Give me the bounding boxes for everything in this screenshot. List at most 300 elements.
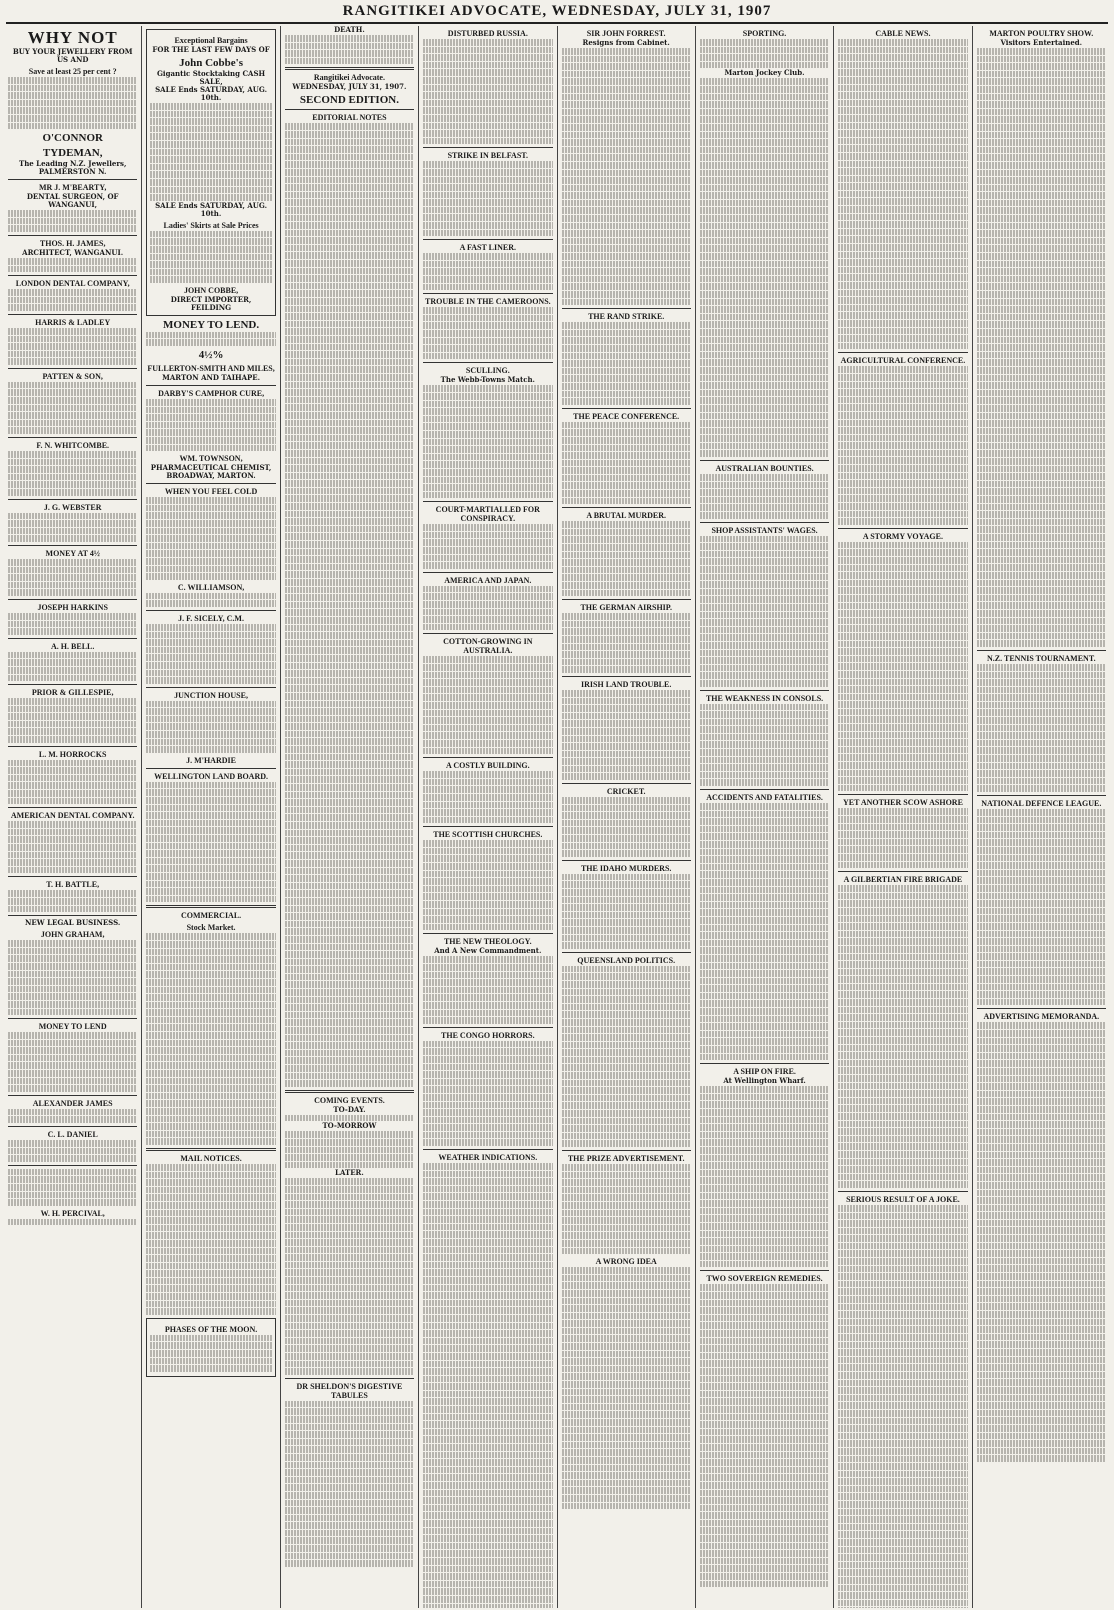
- article-body-text: [700, 803, 829, 1060]
- text-line: [700, 1109, 829, 1116]
- text-line: [285, 1065, 414, 1072]
- text-line: [838, 1060, 967, 1067]
- text-line: [562, 1210, 691, 1217]
- text-line: [562, 1290, 691, 1297]
- cobbe-gigantic: Gigantic Stocktaking CASH SALE,: [156, 69, 266, 86]
- text-line: [562, 147, 691, 154]
- text-line: [150, 1358, 271, 1365]
- text-line: [838, 1037, 967, 1044]
- text-line: [285, 1004, 414, 1011]
- text-line: [562, 1202, 691, 1209]
- text-line: [285, 123, 414, 130]
- text-line: [423, 115, 552, 122]
- text-line: [562, 109, 691, 116]
- text-line: [562, 116, 691, 123]
- text-line: [423, 1482, 552, 1489]
- text-line: [285, 35, 414, 42]
- text-line: [838, 1052, 967, 1059]
- article-body-text: [562, 874, 691, 949]
- text-line: [838, 176, 967, 183]
- text-line: [146, 670, 275, 677]
- divider: [8, 807, 137, 808]
- text-line: [562, 720, 691, 727]
- text-line: [285, 1019, 414, 1026]
- text-line: [562, 1358, 691, 1365]
- text-line: [423, 802, 552, 809]
- text-line: [8, 1116, 137, 1123]
- text-line: [423, 532, 552, 539]
- cobbe-name: John Cobbe's: [179, 57, 243, 69]
- ad-feel-cold: WHEN YOU FEEL COLD: [164, 487, 258, 497]
- text-line: [285, 169, 414, 176]
- text-line: [8, 728, 137, 735]
- text-line: [146, 505, 275, 512]
- text-line: [977, 672, 1106, 679]
- wharf-heading: At Wellington Wharf.: [723, 1076, 806, 1086]
- ad-legal-business: NEW LEGAL BUSINESS.: [25, 918, 121, 928]
- text-line: [562, 613, 691, 620]
- text-line: [285, 192, 414, 199]
- text-line: [700, 1124, 829, 1131]
- text-line: [146, 843, 275, 850]
- text-line: [700, 1031, 829, 1038]
- text-line: [8, 289, 137, 296]
- text-line: [423, 353, 552, 360]
- text-line: [562, 1389, 691, 1396]
- column-4: [419, 26, 557, 1608]
- text-line: [285, 321, 414, 328]
- text-line: [146, 1270, 275, 1277]
- text-line: [423, 1209, 552, 1216]
- divider: [838, 528, 967, 529]
- text-line: [285, 511, 414, 518]
- text-line: [700, 124, 829, 131]
- article-body-text: [8, 698, 137, 743]
- text-line: [562, 383, 691, 390]
- text-line: [146, 949, 275, 956]
- text-line: [285, 959, 414, 966]
- text-line: [146, 422, 275, 429]
- text-line: [838, 236, 967, 243]
- text-line: [423, 1010, 552, 1017]
- text-line: [838, 1478, 967, 1485]
- text-line: [838, 1569, 967, 1576]
- text-line: [700, 779, 829, 786]
- text-line: [285, 609, 414, 616]
- text-line: [285, 366, 414, 373]
- article-body-text: [150, 103, 271, 201]
- text-line: [700, 887, 829, 894]
- text-line: [977, 276, 1106, 283]
- text-line: [285, 1139, 414, 1146]
- divider: [8, 876, 137, 877]
- text-line: [423, 69, 552, 76]
- text-line: [977, 1220, 1106, 1227]
- text-line: [8, 1055, 137, 1062]
- text-line: [146, 399, 275, 406]
- text-line: [285, 1057, 414, 1064]
- text-line: [150, 276, 271, 283]
- text-line: [562, 1102, 691, 1109]
- text-line: [146, 701, 275, 708]
- text-line: [423, 717, 552, 724]
- text-line: [423, 664, 552, 671]
- text-line: [146, 994, 275, 1001]
- text-line: [562, 1019, 691, 1026]
- text-line: [700, 39, 829, 46]
- text-line: [838, 1486, 967, 1493]
- text-line: [977, 694, 1106, 701]
- text-line: [562, 56, 691, 63]
- cobbe-for-days: FOR THE LAST FEW DAYS OF: [152, 45, 270, 54]
- article-body-text: [562, 521, 691, 596]
- article-body-text: [423, 956, 552, 1023]
- text-line: [838, 931, 967, 938]
- text-line: [285, 1492, 414, 1499]
- divider: [8, 235, 137, 236]
- serious-result-heading: SERIOUS RESULT OF A JOKE.: [846, 1194, 960, 1204]
- text-line: [423, 284, 552, 291]
- text-line: [285, 617, 414, 624]
- text-line: [8, 659, 137, 666]
- text-line: [700, 704, 829, 711]
- article-body-text: [8, 559, 137, 596]
- text-line: [285, 1545, 414, 1552]
- text-line: [700, 1565, 829, 1572]
- text-line: [423, 779, 552, 786]
- text-line: [285, 655, 414, 662]
- text-line: [285, 921, 414, 928]
- text-line: [562, 904, 691, 911]
- text-line: [838, 1402, 967, 1409]
- ad-harkins: JOSEPH HARKINS: [37, 602, 108, 612]
- text-line: [700, 54, 829, 61]
- text-line: [423, 916, 552, 923]
- text-line: [285, 154, 414, 161]
- text-line: [562, 1049, 691, 1056]
- text-line: [423, 230, 552, 237]
- text-line: [977, 116, 1106, 123]
- text-line: [146, 964, 275, 971]
- divider: [146, 905, 275, 908]
- divider: [8, 314, 137, 315]
- text-line: [977, 984, 1106, 991]
- text-line: [838, 1067, 967, 1074]
- text-line: [977, 519, 1106, 526]
- ad-whitcombe: F. N. WHITCOMBE.: [36, 441, 110, 451]
- text-line: [285, 374, 414, 381]
- text-line: [977, 1296, 1106, 1303]
- text-line: [285, 1307, 414, 1314]
- text-line: [8, 535, 137, 542]
- column-2: [142, 26, 280, 1608]
- text-line: [8, 859, 137, 866]
- text-line: [977, 1250, 1106, 1257]
- text-line: [423, 454, 552, 461]
- cobbe-ladies: Ladies' Skirts at Sale Prices: [163, 220, 259, 230]
- text-line: [977, 679, 1106, 686]
- article-body-text: [8, 382, 137, 434]
- text-line: [838, 62, 967, 69]
- text-line: [423, 786, 552, 793]
- text-line: [562, 268, 691, 275]
- text-line: [838, 259, 967, 266]
- text-line: [146, 812, 275, 819]
- text-line: [977, 443, 1106, 450]
- text-line: [838, 1029, 967, 1036]
- ad-townson-sub: PHARMACEUTICAL CHEMIST, BROADWAY, MARTON.: [150, 463, 272, 481]
- text-line: [562, 1411, 691, 1418]
- divider: [423, 826, 552, 827]
- text-line: [562, 797, 691, 804]
- text-line: [285, 50, 414, 57]
- text-line: [977, 397, 1106, 404]
- text-line: [146, 873, 275, 880]
- text-line: [838, 610, 967, 617]
- text-line: [8, 92, 137, 99]
- text-line: [700, 1246, 829, 1253]
- text-line: [146, 437, 275, 444]
- text-line: [423, 1109, 552, 1116]
- text-line: [423, 423, 552, 430]
- text-line: [423, 1581, 552, 1588]
- text-line: [700, 1177, 829, 1184]
- text-line: [838, 1516, 967, 1523]
- text-line: [838, 770, 967, 777]
- text-line: [150, 171, 271, 178]
- text-line: [838, 542, 967, 549]
- text-line: [838, 252, 967, 259]
- text-line: [838, 115, 967, 122]
- text-line: [423, 431, 552, 438]
- text-line: [700, 1261, 829, 1268]
- text-line: [150, 231, 271, 238]
- text-line: [838, 625, 967, 632]
- text-line: [8, 898, 137, 905]
- text-line: [838, 1143, 967, 1150]
- divider: [423, 572, 552, 573]
- text-line: [285, 184, 414, 191]
- text-line: [146, 1255, 275, 1262]
- text-line: [838, 214, 967, 221]
- text-line: [285, 1292, 414, 1299]
- text-line: [838, 1250, 967, 1257]
- text-line: [562, 996, 691, 1003]
- text-line: [8, 589, 137, 596]
- text-line: [150, 1350, 271, 1357]
- divider: [838, 871, 967, 872]
- text-line: [146, 600, 275, 607]
- text-line: [700, 1046, 829, 1053]
- text-line: [838, 427, 967, 434]
- article-body-text: [285, 35, 414, 64]
- divider: [8, 599, 137, 600]
- text-line: [146, 1225, 275, 1232]
- text-line: [285, 1530, 414, 1537]
- text-line: [562, 391, 691, 398]
- text-line: [838, 549, 967, 556]
- text-line: [838, 1159, 967, 1166]
- text-line: [977, 702, 1106, 709]
- text-line: [977, 245, 1106, 252]
- text-line: [562, 78, 691, 85]
- text-line: [838, 1585, 967, 1592]
- text-line: [700, 589, 829, 596]
- text-line: [700, 109, 829, 116]
- text-line: [562, 94, 691, 101]
- text-line: [562, 1487, 691, 1494]
- article-body-text: [285, 1115, 414, 1122]
- text-line: [700, 627, 829, 634]
- text-line: [977, 725, 1106, 732]
- text-line: [285, 708, 414, 715]
- text-line: [8, 513, 137, 520]
- text-line: [285, 359, 414, 366]
- text-line: [285, 594, 414, 601]
- text-line: [838, 1235, 967, 1242]
- text-line: [700, 1436, 829, 1443]
- text-line: [8, 85, 137, 92]
- text-line: [423, 92, 552, 99]
- rand-strike-heading: THE RAND STRIKE.: [588, 312, 665, 322]
- text-line: [423, 276, 552, 283]
- text-line: [700, 1497, 829, 1504]
- text-line: [700, 397, 829, 404]
- text-line: [977, 496, 1106, 503]
- text-line: [285, 1537, 414, 1544]
- text-line: [700, 215, 829, 222]
- text-line: [285, 807, 414, 814]
- text-line: [977, 283, 1106, 290]
- text-line: [150, 269, 271, 276]
- text-line: [8, 1169, 137, 1176]
- text-line: [977, 587, 1106, 594]
- text-line: [423, 1330, 552, 1337]
- text-line: [423, 1497, 552, 1504]
- text-line: [977, 1288, 1106, 1295]
- text-line: [977, 625, 1106, 632]
- text-line: [146, 1138, 275, 1145]
- text-line: [285, 792, 414, 799]
- text-line: [977, 953, 1106, 960]
- divider: [838, 1191, 967, 1192]
- text-line: [562, 1465, 691, 1472]
- text-line: [8, 1140, 137, 1147]
- text-line: [423, 1216, 552, 1223]
- text-line: [8, 451, 137, 458]
- text-line: [423, 1041, 552, 1048]
- paper-name: Rangitikei Advocate.: [313, 73, 385, 83]
- webb-towns-heading: The Webb-Towns Match.: [440, 375, 535, 385]
- text-line: [838, 1539, 967, 1546]
- text-line: [838, 198, 967, 205]
- text-line: [700, 1000, 829, 1007]
- article-body-text: [423, 771, 552, 823]
- text-line: [838, 1501, 967, 1508]
- text-line: [700, 1482, 829, 1489]
- text-line: [977, 200, 1106, 207]
- text-line: [700, 543, 829, 550]
- text-line: [562, 261, 691, 268]
- text-line: [700, 1231, 829, 1238]
- text-line: [838, 785, 967, 792]
- text-line: [977, 71, 1106, 78]
- divider: [8, 179, 137, 180]
- text-line: [838, 153, 967, 160]
- text-line: [8, 466, 137, 473]
- text-line: [977, 488, 1106, 495]
- article-body-text: [146, 624, 275, 684]
- text-line: [285, 822, 414, 829]
- text-line: [700, 162, 829, 169]
- text-line: [8, 1184, 137, 1191]
- text-line: [8, 1001, 137, 1008]
- text-line: [838, 412, 967, 419]
- text-line: [700, 536, 829, 543]
- text-line: [700, 1543, 829, 1550]
- text-line: [285, 1216, 414, 1223]
- text-line: [285, 663, 414, 670]
- ad-horrocks: L. M. HORROCKS: [38, 749, 107, 759]
- text-line: [8, 100, 137, 107]
- text-line: [838, 580, 967, 587]
- masthead: RANGITIKEI ADVOCATE, WEDNESDAY, JULY 31, 1907: [6, 0, 1108, 24]
- text-line: [285, 837, 414, 844]
- divider: [700, 690, 829, 691]
- article-body-text: [838, 885, 967, 1188]
- text-line: [838, 191, 967, 198]
- text-line: [977, 976, 1106, 983]
- text-line: [285, 1353, 414, 1360]
- text-line: [8, 978, 137, 985]
- text-line: [423, 484, 552, 491]
- text-line: [700, 1520, 829, 1527]
- text-line: [8, 225, 137, 232]
- text-line: [146, 933, 275, 940]
- text-line: [700, 581, 829, 588]
- text-line: [562, 1396, 691, 1403]
- text-line: [562, 498, 691, 505]
- defence-league-heading: NATIONAL DEFENCE LEAGUE.: [981, 799, 1102, 808]
- text-line: [285, 723, 414, 730]
- divider: [8, 275, 137, 276]
- text-line: [146, 528, 275, 535]
- text-line: [977, 230, 1106, 237]
- text-line: [977, 687, 1106, 694]
- text-line: [562, 1004, 691, 1011]
- ad-harris-ladley: HARRIS & LADLEY: [35, 317, 111, 327]
- text-line: [285, 1424, 414, 1431]
- text-line: [562, 1419, 691, 1426]
- jockey-club-heading: Marton Jockey Club.: [724, 68, 805, 78]
- fire-brigade-heading: A GILBERTIAN FIRE BRIGADE: [843, 875, 963, 885]
- text-line: [423, 840, 552, 847]
- text-line: [700, 200, 829, 207]
- text-line: [977, 207, 1106, 214]
- divider: [423, 293, 552, 294]
- paper-date: WEDNESDAY, JULY 31, 1907.: [292, 82, 407, 92]
- text-line: [285, 1247, 414, 1254]
- death-heading: DEATH.: [334, 26, 365, 34]
- text-line: [838, 92, 967, 99]
- text-line: [146, 662, 275, 669]
- text-line: [700, 1170, 829, 1177]
- text-line: [838, 1128, 967, 1135]
- text-line: [423, 1604, 552, 1609]
- text-line: [562, 1240, 691, 1247]
- text-line: [700, 1490, 829, 1497]
- text-line: [977, 48, 1106, 55]
